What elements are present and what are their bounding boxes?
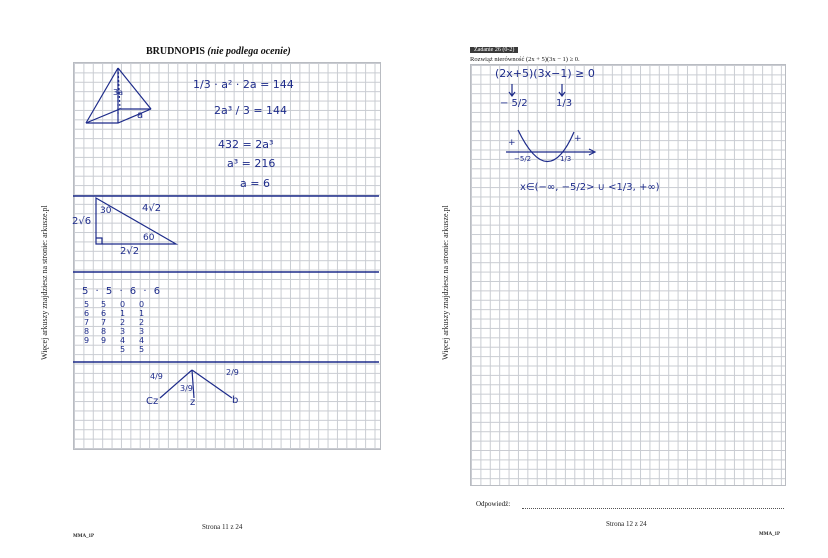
root-2: 1/3 (556, 98, 573, 109)
triangle-left-label: 2√6 (72, 216, 92, 227)
equation-3: 432 = 2a³ (218, 138, 274, 151)
equation-1: 1/3 · a² · 2a = 144 (193, 78, 294, 91)
tree-fraction-3: 2/9 (226, 368, 239, 377)
digit-column-3: 0 1 2 3 4 5 (120, 300, 126, 354)
digit-column-2: 5 6 7 8 9 (101, 300, 107, 345)
axis-root-1: −5/2 (514, 155, 532, 163)
solution: x∈(−∞, −5/2> ∪ <1/3, +∞) (520, 182, 660, 193)
right-triangle (96, 198, 176, 244)
axis-root-2: 1/3 (560, 155, 572, 163)
answer-label: Odpowiedź: (476, 500, 511, 508)
equation-2: 2a³ / 3 = 144 (214, 104, 288, 117)
equation-4: a³ = 216 (227, 157, 276, 170)
right-ink-drawings (414, 0, 828, 558)
digit-column-1: 5 6 7 8 9 (84, 300, 90, 345)
right-page-number: Strona 12 z 24 (606, 520, 647, 528)
tree-label-z: z (190, 397, 196, 408)
tree-fraction-2: 3/9 (180, 384, 193, 393)
draft-title-note: (nie podlega ocenie) (207, 46, 291, 57)
root-1: − 5/2 (500, 98, 528, 109)
triangle-top-angle: 30 (100, 206, 112, 216)
left-side-text: Więcej arkuszy znajdziesz na stronie: arkusze.pl (40, 205, 49, 360)
equation-5: a = 6 (240, 177, 270, 190)
sign-plus-right: + (574, 134, 582, 144)
task-tag: Zadanie 26 (0-2) (470, 47, 518, 53)
pyramid-label-h: 3a (113, 88, 123, 97)
left-page-code: MMA_1P (73, 534, 95, 539)
fraction-row: 5 · 5 · 6 · 6 (82, 286, 163, 297)
right-page-code: MMA_1P (759, 532, 781, 537)
inequality: (2x+5)(3x−1) ≥ 0 (495, 67, 595, 80)
left-page-number: Strona 11 z 24 (202, 523, 243, 531)
pyramid-label-a: a (137, 110, 144, 121)
right-page (414, 0, 828, 558)
draft-title-main: BRUDNOPIS (146, 46, 205, 57)
sign-plus-left: + (508, 138, 516, 148)
triangle-angle-label: 60 (143, 233, 155, 243)
triangle-bottom-label: 2√2 (120, 246, 140, 257)
right-angle-mark (96, 238, 102, 244)
tree-label-b: b (232, 395, 239, 406)
triangle-hypotenuse-label: 4√2 (142, 203, 162, 214)
answer-line[interactable] (522, 507, 784, 509)
tree-label-cz: Cz (146, 396, 159, 407)
task-text: Rozwiąż nierówność (2x + 5)(3x − 1) ≥ 0. (470, 56, 580, 63)
right-side-text: Więcej arkuszy znajdziesz na stronie: arkusze.pl (441, 205, 450, 360)
digit-column-4: 0 1 2 3 4 5 (139, 300, 145, 354)
tree-fraction-1: 4/9 (150, 372, 163, 381)
